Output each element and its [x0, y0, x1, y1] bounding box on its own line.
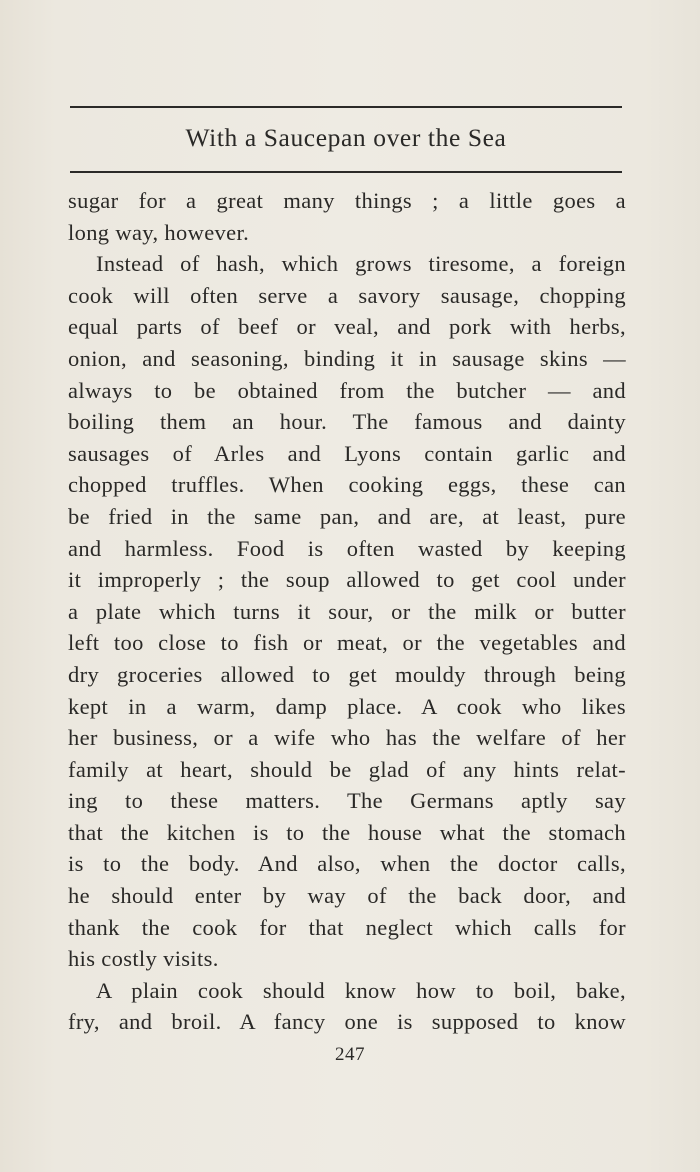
text-line: dry groceries allowed to get mouldy through being [68, 661, 626, 687]
text-line: kept in a warm, damp place. A cook who likes [68, 693, 626, 719]
header-rule-top [70, 106, 622, 108]
text-line: onion, and seasoning, binding it in sausage skins — [68, 345, 626, 371]
text-line: Instead of hash, which grows tiresome, a foreign [96, 251, 626, 277]
text-line: equal parts of beef or veal, and pork with herbs, [68, 314, 626, 340]
text-line: family at heart, should be glad of any hints relat- [68, 756, 626, 782]
text-line: that the kitchen is to the house what the stomach [68, 819, 626, 845]
text-line: her business, or a wife who has the welfare of her [68, 725, 626, 751]
text-line: sausages of Arles and Lyons contain garlic and [68, 440, 626, 466]
text-line: fry, and broil. A fancy one is supposed to know [68, 1009, 626, 1035]
text-line: sugar for a great many things ; a little goes a [68, 188, 626, 213]
text-line: cook will often serve a savory sausage, chopping [68, 282, 626, 308]
text-line: ing to these matters. The Germans aptly say [68, 788, 626, 814]
header-rule-bottom [70, 171, 622, 173]
text-line: long way, however. [68, 219, 250, 245]
text-line: chopped truffles. When cooking eggs, these can [68, 472, 626, 498]
running-head: With a Saucepan over the Sea [185, 123, 507, 152]
text-line: thank the cook for that neglect which calls for [68, 914, 626, 940]
text-line: A plain cook should know how to boil, bake, [96, 977, 626, 1003]
body-text [68, 185, 626, 1038]
text-line: be fried in the same pan, and are, at least, pure [68, 503, 626, 529]
text-line: always to be obtained from the butcher — and [68, 377, 626, 403]
text-line: a plate which turns it sour, or the milk or butter [68, 598, 626, 624]
text-line: he should enter by way of the back door, and [68, 883, 626, 909]
text-line: left too close to fish or meat, or the vegetables and [68, 630, 626, 656]
text-line: and harmless. Food is often wasted by keeping [68, 535, 626, 561]
text-line: is to the body. And also, when the doctor calls, [68, 851, 626, 877]
page-number: 247 [335, 1044, 365, 1065]
text-line: his costly visits. [68, 946, 219, 972]
text-line: boiling them an hour. The famous and dainty [68, 409, 626, 435]
text-line: it improperly ; the soup allowed to get cool under [68, 567, 626, 593]
